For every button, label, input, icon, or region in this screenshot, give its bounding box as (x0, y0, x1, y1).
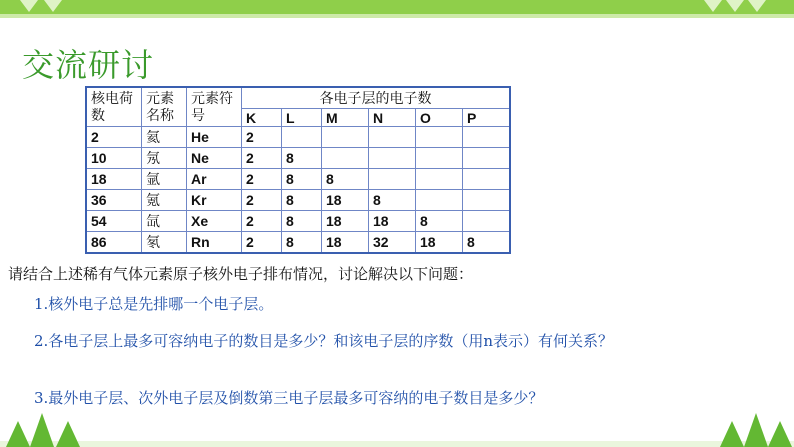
cell-name: 氩 (142, 169, 187, 190)
shell-header: L (282, 109, 322, 127)
decor-triangle-icon (748, 0, 766, 12)
cell-name: 氦 (142, 127, 187, 148)
cell-shell: 8 (369, 190, 416, 211)
shell-header: P (463, 109, 511, 127)
intro-text: 请结合上述稀有气体元素原子核外电子排布情况，讨论解决以下问题： (8, 265, 474, 283)
shell-header: O (416, 109, 463, 127)
cell-shell: 8 (282, 211, 322, 232)
cell-z: 86 (86, 232, 142, 254)
cell-z: 54 (86, 211, 142, 232)
cell-shell (416, 148, 463, 169)
cell-name: 氪 (142, 190, 187, 211)
cell-z: 36 (86, 190, 142, 211)
cell-shell (463, 127, 511, 148)
cell-shell: 2 (242, 127, 282, 148)
cell-shell (463, 169, 511, 190)
header-name: 元素名称 (142, 87, 187, 127)
cell-shell: 18 (416, 232, 463, 254)
ground-strip (0, 441, 794, 447)
cell-shell (322, 148, 369, 169)
cell-shell: 8 (416, 211, 463, 232)
cell-shell (369, 148, 416, 169)
cell-name: 氖 (142, 148, 187, 169)
decor-triangle-icon (726, 0, 744, 12)
header-shell-span: 各电子层的电子数 (242, 87, 511, 109)
table-row (86, 211, 510, 232)
cell-shell (322, 127, 369, 148)
decor-triangle-icon (44, 0, 62, 12)
cell-shell: 2 (242, 169, 282, 190)
decor-triangle-icon (704, 0, 722, 12)
cell-shell: 2 (242, 232, 282, 254)
cell-shell (369, 169, 416, 190)
cell-shell (463, 148, 511, 169)
table-row (86, 127, 510, 148)
cell-shell (463, 190, 511, 211)
tree-icon (56, 421, 80, 447)
top-banner (0, 0, 794, 14)
tree-icon (720, 421, 744, 447)
cell-shell: 18 (369, 211, 416, 232)
cell-symbol: Ne (187, 148, 242, 169)
cell-shell: 18 (322, 211, 369, 232)
cell-symbol: Xe (187, 211, 242, 232)
shell-header: N (369, 109, 416, 127)
cell-shell: 8 (322, 169, 369, 190)
cell-z: 10 (86, 148, 142, 169)
question-3: 3.最外电子层、次外电子层及倒数第三电子层最多可容纳的电子数目是多少？ (34, 389, 544, 407)
cell-symbol: Kr (187, 190, 242, 211)
table-header-row (86, 87, 510, 109)
shell-header: M (322, 109, 369, 127)
cell-symbol: Rn (187, 232, 242, 254)
cell-shell: 32 (369, 232, 416, 254)
question-2: 2.各电子层上最多可容纳电子的数目是多少？和该电子层的序数（用n表示）有何关系？ (34, 332, 613, 350)
shell-header: K (242, 109, 282, 127)
cell-shell (282, 127, 322, 148)
cell-shell: 8 (463, 232, 511, 254)
cell-z: 2 (86, 127, 142, 148)
cell-shell: 2 (242, 190, 282, 211)
question-1: 1.核外电子总是先排哪一个电子层。 (34, 295, 274, 313)
cell-name: 氡 (142, 232, 187, 254)
cell-shell: 8 (282, 190, 322, 211)
cell-z: 18 (86, 169, 142, 190)
tree-icon (30, 413, 54, 447)
table-row (86, 169, 510, 190)
header-symbol: 元素符号 (187, 87, 242, 127)
table-row (86, 190, 510, 211)
cell-shell: 18 (322, 232, 369, 254)
table-row (86, 232, 510, 254)
cell-shell: 8 (282, 148, 322, 169)
cell-shell: 8 (282, 232, 322, 254)
cell-shell (416, 127, 463, 148)
cell-shell (369, 127, 416, 148)
page-title: 交流研讨 (22, 46, 155, 84)
cell-symbol: He (187, 127, 242, 148)
cell-shell (463, 211, 511, 232)
cell-shell: 18 (322, 190, 369, 211)
cell-shell: 2 (242, 148, 282, 169)
cell-shell (416, 169, 463, 190)
tree-icon (744, 413, 768, 447)
cell-shell (416, 190, 463, 211)
table-row (86, 148, 510, 169)
cell-shell: 8 (282, 169, 322, 190)
cell-name: 氙 (142, 211, 187, 232)
cell-symbol: Ar (187, 169, 242, 190)
electron-shell-table (85, 86, 511, 254)
tree-icon (6, 421, 30, 447)
decor-triangle-icon (20, 0, 38, 12)
tree-icon (768, 421, 792, 447)
header-nucleus: 核电荷数 (86, 87, 142, 127)
cell-shell: 2 (242, 211, 282, 232)
